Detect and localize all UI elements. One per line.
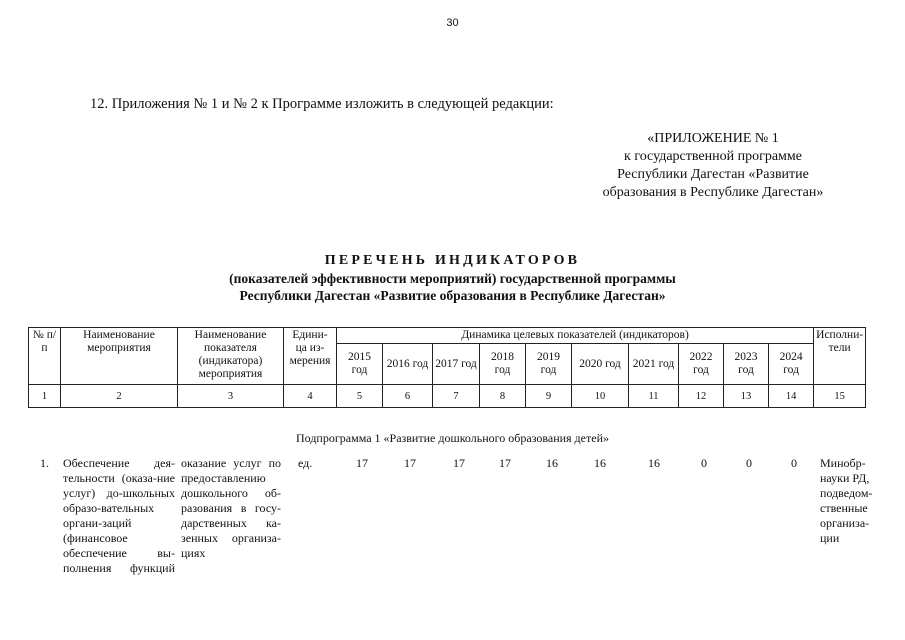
appendix-heading	[578, 130, 848, 202]
column-number: 9	[526, 385, 572, 408]
row-number: 1.	[40, 456, 49, 470]
column-number: 11	[629, 385, 679, 408]
title-subline: Республики Дагестан «Развитие образования в Республике Дагестан»	[239, 288, 666, 303]
year-header: 2016 год	[383, 344, 433, 385]
column-number: 5	[337, 385, 383, 408]
header-unit: Едини- ца из- мерения	[284, 328, 337, 385]
executors-cell: Минобр-науки РД, подведом-ственные организа-ции	[820, 456, 873, 545]
column-number: 2	[61, 385, 178, 408]
appendix-line: к государственной программе	[624, 149, 802, 164]
value-2019: 16	[546, 456, 558, 470]
column-number: 15	[814, 385, 866, 408]
value-2017: 17	[453, 456, 465, 470]
event-name-cell: Обеспечение дея-тельности (оказа-ние услуг) до-школьных образо-вательных органи-заций (финансовое обеспечение вы-полнения функций	[63, 456, 175, 575]
header-dynamics: Динамика целевых показателей (индикаторов)	[337, 328, 814, 344]
amendment-paragraph: 12. Приложения № 1 и № 2 к Программе изложить в следующей редакции:	[90, 96, 554, 112]
indicator-table	[28, 327, 866, 408]
column-number: 12	[679, 385, 724, 408]
value-2018: 17	[499, 456, 511, 470]
year-header: 2024 год	[769, 344, 814, 385]
header-executors: Исполни- тели	[814, 328, 866, 385]
document-title	[0, 252, 905, 304]
year-header: 2021 год	[629, 344, 679, 385]
year-header: 2015 год	[337, 344, 383, 385]
column-number: 10	[572, 385, 629, 408]
value-2020: 16	[594, 456, 606, 470]
year-header: 2018 год	[480, 344, 526, 385]
value-2016: 17	[404, 456, 416, 470]
title-subline: (показателей эффективности мероприятий) государственной программы	[229, 271, 676, 286]
appendix-line: «ПРИЛОЖЕНИЕ № 1	[647, 131, 779, 146]
year-header: 2023 год	[724, 344, 769, 385]
subprogram-heading: Подпрограмма 1 «Развитие дошкольного образования детей»	[296, 431, 609, 445]
table-header-row	[29, 328, 866, 344]
column-number: 8	[480, 385, 526, 408]
column-number: 14	[769, 385, 814, 408]
header-no: № п/п	[29, 328, 61, 385]
value-2024: 0	[791, 456, 797, 470]
column-number: 13	[724, 385, 769, 408]
value-2021: 16	[648, 456, 660, 470]
appendix-line: Республики Дагестан «Развитие	[617, 167, 809, 182]
column-number-row	[29, 385, 866, 408]
year-header: 2019 год	[526, 344, 572, 385]
header-indicator-name: Наименование показателя (индикатора) мероприятия	[178, 328, 284, 385]
column-number: 3	[178, 385, 284, 408]
value-2022: 0	[701, 456, 707, 470]
year-header: 2020 год	[572, 344, 629, 385]
page-number: 30	[446, 17, 459, 29]
year-header: 2017 год	[433, 344, 480, 385]
year-header: 2022 год	[679, 344, 724, 385]
column-number: 1	[29, 385, 61, 408]
unit-cell: ед.	[298, 456, 313, 470]
column-number: 4	[284, 385, 337, 408]
column-number: 6	[383, 385, 433, 408]
appendix-line: образования в Республике Дагестан»	[602, 185, 824, 200]
indicator-cell: оказание услуг по предоставлению дошкольного об-разования в госу-дарственных ка-зенных организа-циях	[181, 456, 281, 560]
header-event-name: Наименование мероприятия	[61, 328, 178, 385]
title-main: ПЕРЕЧЕНЬ ИНДИКАТОРОВ	[324, 253, 581, 268]
value-2015: 17	[356, 456, 368, 470]
value-2023: 0	[746, 456, 752, 470]
column-number: 7	[433, 385, 480, 408]
